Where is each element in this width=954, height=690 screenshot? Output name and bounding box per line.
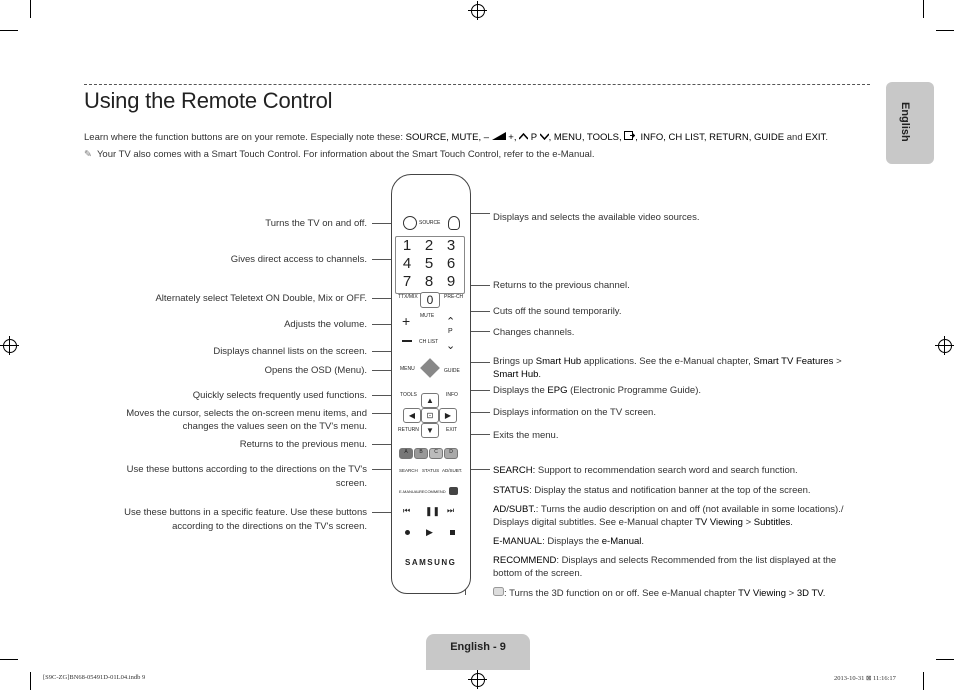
tv3d-desc-d: 3D TV	[796, 588, 823, 599]
label-info: Displays information on the TV screen.	[493, 407, 656, 418]
crop-mark	[30, 672, 31, 690]
channel-up-icon: ⌃	[446, 316, 456, 328]
status-label: STATUS	[422, 468, 440, 473]
prech-label: PRE-CH	[444, 294, 464, 300]
adsubt-desc-2b: TV Viewing	[695, 517, 743, 528]
epg-text-b: EPG	[547, 385, 568, 396]
e-manual-icon	[624, 131, 635, 140]
chevron-up-icon	[519, 133, 528, 140]
intro-prefix: Learn where the function buttons are on your remote. Especially note these:	[84, 132, 406, 143]
key-9: 9	[446, 273, 456, 290]
label-prech: Returns to the previous channel.	[493, 280, 630, 291]
adsubt-desc-2d: Subtitles	[753, 517, 791, 528]
adsubt-desc-1: : Turns the audio description on and off (not available in some locations)./	[535, 504, 844, 515]
emanual-key: E-MANUAL	[493, 536, 543, 547]
label-return: Returns to the previous menu.	[239, 439, 367, 450]
source-label: SOURCE	[419, 220, 441, 226]
down-arrow-button: ▼	[421, 423, 439, 438]
adsubt-desc-2c: >	[742, 517, 754, 528]
intro-end: .	[825, 132, 828, 143]
adsubt-desc-2e: .	[790, 517, 793, 528]
language-tab	[886, 82, 934, 164]
label-volume: Adjusts the volume.	[284, 319, 367, 330]
key-8: 8	[424, 273, 434, 290]
crop-mark	[936, 659, 954, 660]
label-media-keys-1: Use these buttons in a specific feature. Use these buttons	[124, 507, 367, 518]
key-5: 5	[424, 255, 434, 272]
return-label: RETURN	[398, 427, 419, 433]
ttx-label: TTX/MIX	[398, 294, 418, 300]
intro-exit: EXIT	[805, 132, 826, 143]
key-0	[420, 292, 440, 308]
crop-mark	[923, 672, 924, 690]
color-key-c	[429, 448, 443, 459]
left-arrow-button: ◀	[403, 408, 421, 423]
chevron-down-icon	[540, 133, 549, 140]
smarthub-text-d: Smart TV Features	[753, 356, 834, 367]
key-3: 3	[446, 237, 456, 254]
adsubt-key: AD/SUBT.	[493, 504, 536, 515]
volume-minus-icon	[402, 340, 412, 342]
crop-mark	[30, 0, 31, 18]
color-key-b-label: B	[419, 449, 423, 455]
enter-button: ⊡	[421, 408, 439, 423]
samsung-logo: SAMSUNG	[405, 558, 457, 567]
tv3d-desc-a: : Turns the 3D function on or off. See e-Manual chapter	[504, 588, 739, 599]
color-key-d	[444, 448, 458, 459]
3d-icon	[493, 587, 504, 596]
rewind-icon: ⏮	[403, 506, 411, 515]
label-media-keys-2: according to the directions on the TV's screen.	[172, 521, 367, 532]
chlist-label: CH LIST	[419, 339, 439, 345]
tv3d-desc-c: >	[786, 588, 797, 599]
status-desc: : Display the status and notification banner at the top of the screen.	[529, 485, 811, 496]
label-3d	[493, 587, 825, 600]
intro-keys4: , INFO, CH LIST, RETURN, GUIDE	[635, 132, 785, 143]
smarthub-text-c: applications. See the e-Manual chapter,	[581, 356, 754, 367]
registration-mark-icon	[3, 339, 17, 353]
bulb-icon	[448, 216, 460, 230]
intro-p: P	[528, 132, 540, 143]
key-0-label: 0	[426, 293, 434, 307]
label-ttx: Alternately select Teletext ON Double, Mix or OFF.	[155, 293, 367, 304]
key-1: 1	[402, 237, 412, 254]
epg-text-c: (Electronic Programme Guide).	[567, 385, 702, 396]
menu-label: MENU	[400, 366, 415, 372]
label-adsubt	[493, 503, 843, 529]
label-search	[493, 464, 798, 477]
fast-forward-icon: ⏭	[447, 506, 455, 515]
color-key-b	[414, 448, 428, 459]
print-slug-left: [S9C-ZG]BN68-05491D-01L04.indb 9	[43, 674, 146, 681]
color-key-c-label: C	[434, 449, 438, 455]
label-tools: Quickly selects frequently used functions.	[192, 390, 367, 401]
stop-icon	[450, 530, 455, 535]
page-number-tab	[426, 634, 530, 670]
label-source: Displays and selects the available video sources.	[493, 212, 700, 223]
label-exit: Exits the menu.	[493, 430, 559, 441]
pause-icon: ❚❚	[425, 506, 441, 516]
mute-label: MUTE	[420, 313, 435, 319]
channel-down-icon: ⌄	[446, 340, 456, 352]
key-7: 7	[402, 273, 412, 290]
smarthub-text-b: Smart Hub	[535, 356, 582, 367]
crop-mark	[0, 30, 18, 31]
exit-label: EXIT	[446, 427, 458, 433]
smarthub-text-e: >	[833, 356, 842, 367]
intro-keys: SOURCE, MUTE, –	[405, 132, 490, 143]
power-icon	[403, 216, 417, 230]
record-icon	[405, 530, 410, 535]
emanual-desc-2: e-Manual	[601, 536, 642, 547]
label-emanual	[493, 535, 644, 548]
color-key-a-label: A	[404, 449, 408, 455]
label-guide	[493, 384, 701, 397]
page-title: Using the Remote Control	[84, 88, 333, 113]
page-number: English - 9	[450, 641, 506, 653]
guide-label: GUIDE	[444, 368, 460, 374]
label-number-keys: Gives direct access to channels.	[230, 254, 367, 265]
up-arrow-button: ▲	[421, 393, 439, 408]
search-label: SEARCH	[399, 468, 418, 473]
recommend-label: RECOMMEND	[419, 489, 446, 494]
search-key: SEARCH:	[493, 465, 536, 476]
epg-text-a: Displays the	[493, 385, 548, 396]
smarthub-text-g: .	[538, 369, 542, 380]
status-key: STATUS	[493, 485, 530, 496]
intro-keys2: +,	[508, 132, 520, 143]
label-mute: Cuts off the sound temporarily.	[493, 306, 622, 317]
smarthub-text-f: Smart Hub	[493, 369, 539, 380]
key-6: 6	[446, 255, 456, 272]
intro-text	[84, 131, 828, 143]
note-pencil-icon: ✎	[84, 149, 92, 160]
volume-icon	[492, 132, 506, 140]
print-slug-right: 2013-10-31 ⊠ 11:16:17	[834, 675, 896, 682]
intro-keys3: , MENU, TOOLS,	[548, 132, 625, 143]
channel-p-label: P	[448, 328, 453, 335]
registration-mark-icon	[938, 339, 952, 353]
tools-label: TOOLS	[400, 392, 417, 398]
label-recommend	[493, 554, 836, 580]
registration-mark-icon	[471, 673, 485, 687]
tv3d-desc-e: .	[822, 588, 826, 599]
adsubt-desc-2a: Displays digital subtitles. See e-Manual chapter	[493, 517, 696, 528]
label-chlist: Displays channel lists on the screen.	[213, 346, 367, 357]
label-navigation-2: changes the values seen on the TV's menu.	[182, 421, 367, 432]
color-key-a	[399, 448, 413, 459]
smarthub-text-a: Brings up	[493, 356, 536, 367]
emanual-desc: : Displays the	[542, 536, 602, 547]
note-text	[84, 149, 595, 160]
label-menu: Opens the OSD (Menu).	[264, 365, 367, 376]
label-navigation-1: Moves the cursor, selects the on-screen menu items, and	[126, 408, 367, 419]
info-label: INFO	[446, 392, 458, 398]
label-power: Turns the TV on and off.	[265, 218, 367, 229]
crop-mark	[936, 30, 954, 31]
crop-mark	[923, 0, 924, 18]
right-arrow-button: ▶	[439, 408, 457, 423]
color-key-d-label: D	[449, 449, 453, 455]
search-desc: Support to recommendation search word and search function.	[535, 465, 798, 476]
play-icon: ▶	[426, 527, 433, 537]
language-tab-label: English	[899, 102, 911, 142]
intro-and: and	[784, 132, 806, 143]
recommend-key: RECOMMEND	[493, 555, 557, 566]
label-smart-hub	[493, 355, 842, 381]
3d-button-icon	[449, 487, 458, 495]
key-2: 2	[424, 237, 434, 254]
label-status	[493, 484, 811, 497]
crop-mark	[0, 659, 18, 660]
label-channel: Changes channels.	[493, 327, 575, 338]
tv3d-desc-b: TV Viewing	[738, 588, 787, 599]
emanual-desc-3: .	[641, 536, 645, 547]
label-color-keys-2: screen.	[335, 478, 367, 489]
label-color-keys-1: Use these buttons according to the directions on the TV's	[126, 464, 367, 475]
header-divider	[84, 84, 870, 85]
adsubt-label: AD/SUBT.	[442, 468, 463, 473]
recommend-desc-2: bottom of the screen.	[493, 568, 583, 579]
key-4: 4	[402, 255, 412, 272]
volume-plus-icon: +	[402, 313, 411, 329]
registration-mark-icon	[471, 4, 485, 18]
note-body: Your TV also comes with a Smart Touch Control. For information about the Smart Touch Control, refer to the e-Manual.	[96, 149, 595, 160]
emanual-label: E-MANUAL	[399, 489, 420, 494]
recommend-desc-1: : Displays and selects Recommended from the list displayed at the	[556, 555, 837, 566]
